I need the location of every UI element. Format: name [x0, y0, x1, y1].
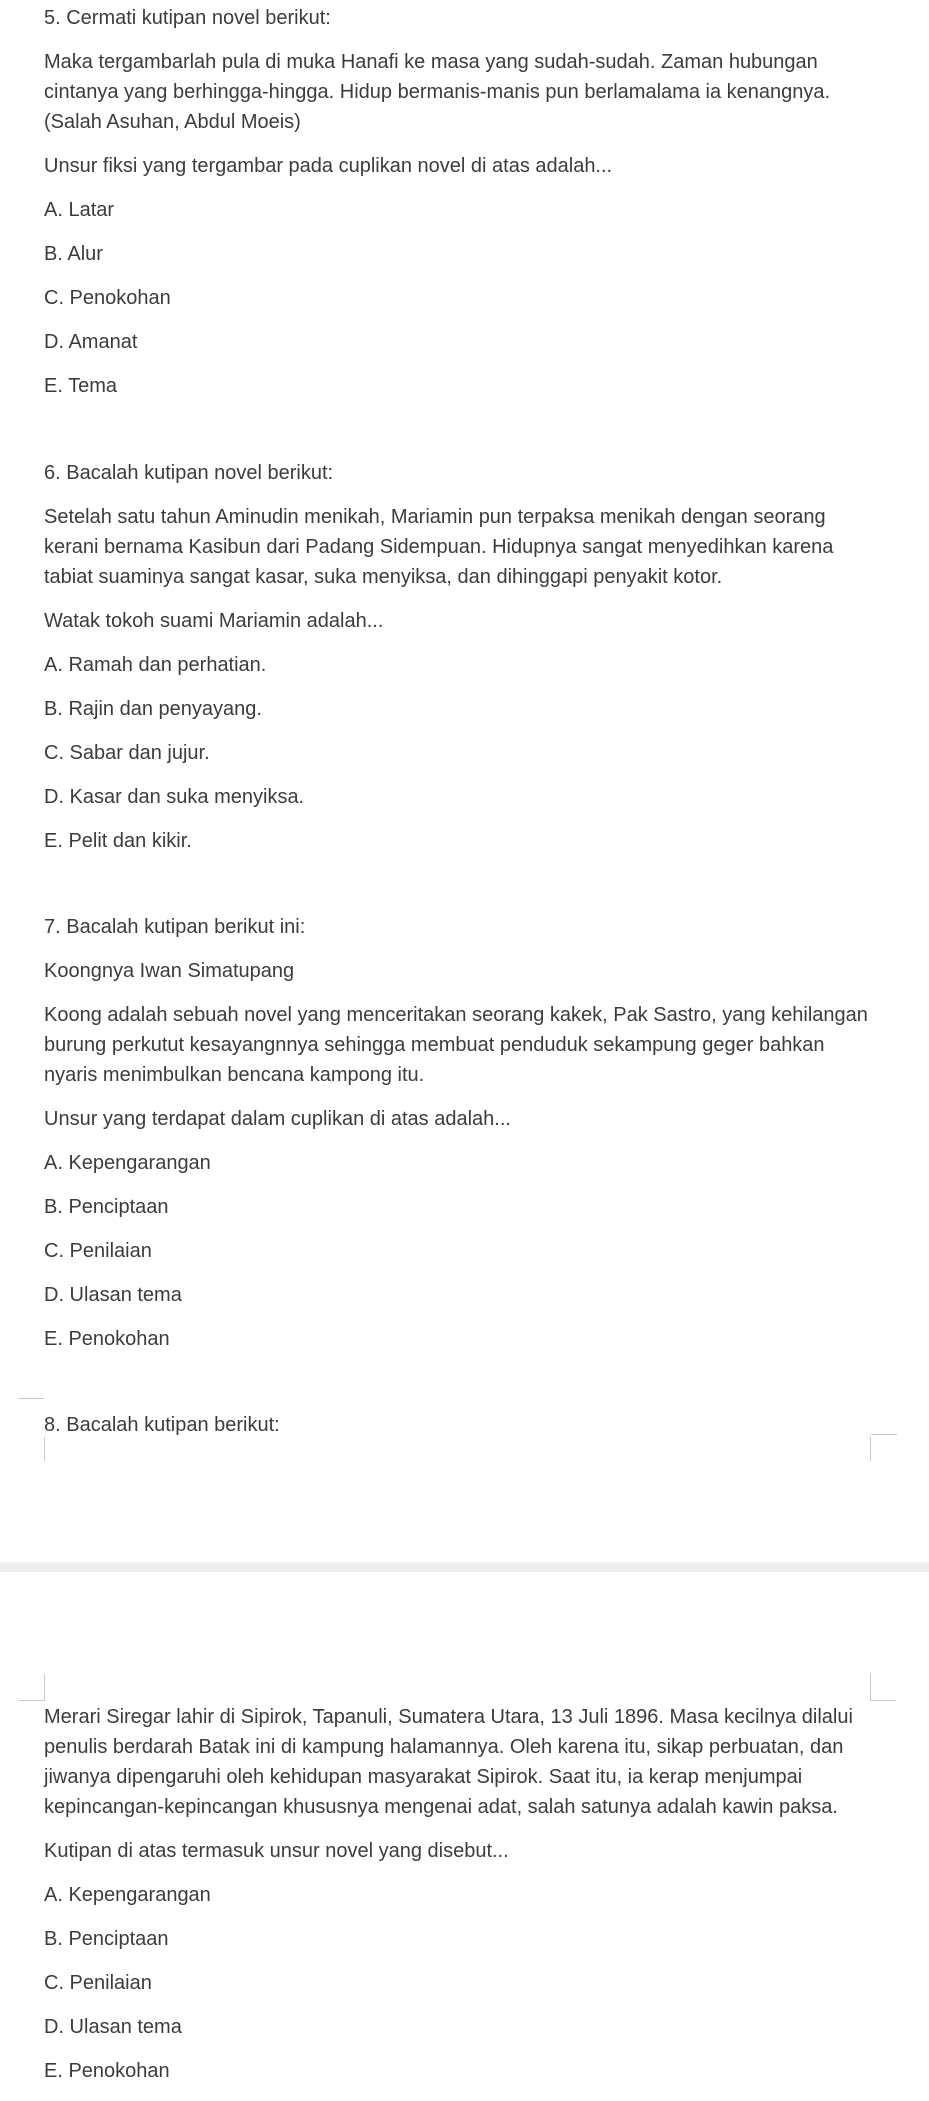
question-5-option-e: E. Tema [44, 375, 117, 397]
question-6-excerpt-line-3: tabiat suaminya sangat kasar, suka menyiksa, dan dihinggapi penyakit kotor. [44, 566, 723, 588]
question-5-option-c: C. Penokohan [44, 287, 171, 309]
question-6-option-d: D. Kasar dan suka menyiksa. [44, 786, 305, 808]
page-corner-mark [44, 1674, 45, 1701]
document-page-2 [0, 1572, 929, 2101]
page-corner-mark [870, 1674, 871, 1701]
question-6-option-e: E. Pelit dan kikir. [44, 830, 192, 852]
question-8-option-d: D. Ulasan tema [44, 2016, 182, 2038]
question-7-excerpt-line-2: burung perkutut kesayangnnya sehingga membuat penduduk sekampung geger bahkan [44, 1034, 825, 1056]
question-8-excerpt-line-3: jiwanya dipengaruhi oleh kehidupan masyarakat Sipirok. Saat itu, ia kerap menjumpai [44, 1766, 803, 1788]
question-8-title: 8. Bacalah kutipan berikut: [44, 1414, 280, 1436]
question-5-excerpt-line-1: Maka tergambarlah pula di muka Hanafi ke masa yang sudah-sudah. Zaman hubungan [44, 51, 818, 73]
page-corner-mark [18, 1700, 44, 1701]
question-8-option-a: A. Kepengarangan [44, 1884, 211, 1906]
page-corner-mark [870, 1437, 871, 1461]
question-7-option-a: A. Kepengarangan [44, 1152, 211, 1174]
question-6-prompt: Watak tokoh suami Mariamin adalah... [44, 610, 384, 632]
page-break-separator [0, 1562, 929, 1572]
question-6-title: 6. Bacalah kutipan novel berikut: [44, 462, 334, 484]
question-8-excerpt-line-1: Merari Siregar lahir di Sipirok, Tapanuli, Sumatera Utara, 13 Juli 1896. Masa kecilnya dilalui [44, 1706, 853, 1728]
question-5-option-b: B. Alur [44, 243, 103, 265]
question-7-option-d: D. Ulasan tema [44, 1284, 182, 1306]
question-7-excerpt-line-1: Koong adalah sebuah novel yang menceritakan seorang kakek, Pak Sastro, yang kehilangan [44, 1004, 868, 1026]
question-6-option-b: B. Rajin dan penyayang. [44, 698, 262, 720]
question-8-option-c: C. Penilaian [44, 1972, 152, 1994]
question-8-prompt: Kutipan di atas termasuk unsur novel yang disebut... [44, 1840, 509, 1862]
question-5-prompt: Unsur fiksi yang tergambar pada cuplikan novel di atas adalah... [44, 155, 613, 177]
question-7-option-c: C. Penilaian [44, 1240, 152, 1262]
question-7-excerpt-line-3: nyaris menimbulkan bencana kampong itu. [44, 1064, 425, 1086]
question-6-excerpt-line-1: Setelah satu tahun Aminudin menikah, Mariamin pun terpaksa menikah dengan seorang [44, 506, 826, 528]
question-7-prompt: Unsur yang terdapat dalam cuplikan di atas adalah... [44, 1108, 511, 1130]
question-8-excerpt-line-2: penulis berdarah Batak ini di kampung halamannya. Oleh karena itu, sikap perbuatan, dan [44, 1736, 844, 1758]
page-corner-mark [871, 1434, 897, 1435]
page-corner-mark [870, 1700, 896, 1701]
question-5-option-d: D. Amanat [44, 331, 138, 353]
question-8-option-e: E. Penokohan [44, 2060, 170, 2082]
page-corner-mark [18, 1398, 44, 1399]
question-5-option-a: A. Latar [44, 199, 115, 221]
question-6-option-a: A. Ramah dan perhatian. [44, 654, 267, 676]
question-7-subtitle: Koongnya Iwan Simatupang [44, 960, 295, 982]
question-6-option-c: C. Sabar dan jujur. [44, 742, 210, 764]
question-7-option-b: B. Penciptaan [44, 1196, 169, 1218]
question-6-excerpt-line-2: kerani bernama Kasibun dari Padang Sidempuan. Hidupnya sangat menyedihkan karena [44, 536, 834, 558]
page-corner-mark [44, 1437, 45, 1461]
question-7-title: 7. Bacalah kutipan berikut ini: [44, 916, 306, 938]
question-5-title: 5. Cermati kutipan novel berikut: [44, 7, 331, 29]
question-7-option-e: E. Penokohan [44, 1328, 170, 1350]
question-5-excerpt-line-2: cintanya yang berhingga-hingga. Hidup bermanis-manis pun berlamalama ia kenangnya. [44, 81, 831, 103]
question-8-excerpt-line-4: kepincangan-kepincangan khususnya mengenai adat, salah satunya adalah kawin paksa. [44, 1796, 838, 1818]
question-8-option-b: B. Penciptaan [44, 1928, 169, 1950]
question-5-excerpt-line-3: (Salah Asuhan, Abdul Moeis) [44, 111, 301, 133]
